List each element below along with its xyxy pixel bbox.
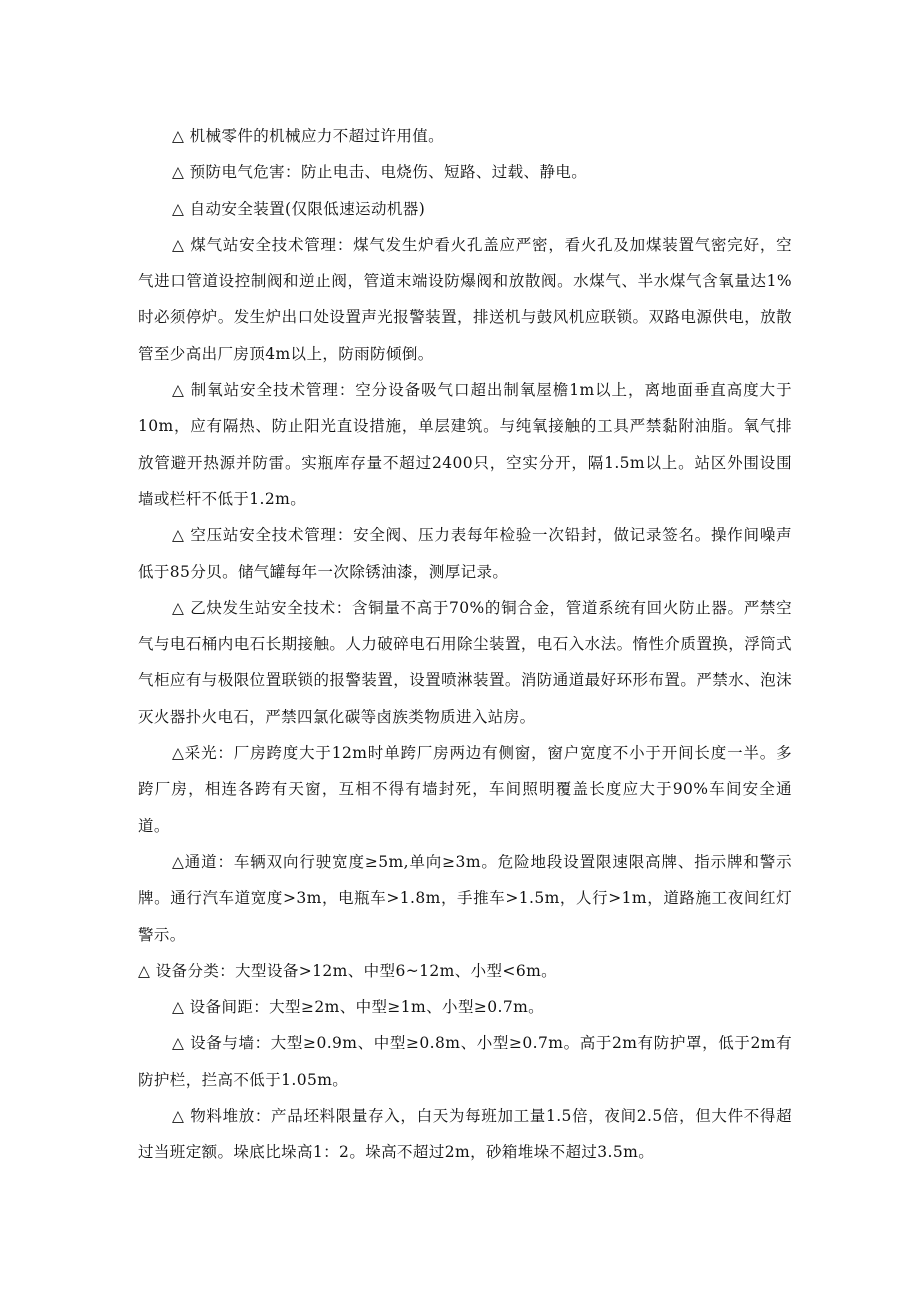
paragraph-acetylene-station: △ 乙炔发生站安全技术：含铜量不高于70%的铜合金，管道系统有回火防止器。严禁空气与电石桶内电石长期接触。人力破碎电石用除尘装置，电石入水法。惰性介质置换，浮筒式气柜应有与极限位置联锁的报警装置，设置喷淋装置。消防通道最好环形布置。严禁水、泡沫灭火器扑火电石，严禁四氯化碳等卤族类物质进入站房。 bbox=[138, 598, 792, 726]
paragraph-equipment-class: △ 设备分类：大型设备>12m、中型6~12m、小型<6m。 bbox=[138, 961, 558, 980]
paragraph-equipment-spacing: △ 设备间距：大型≥2m、中型≥1m、小型≥0.7m。 bbox=[172, 998, 545, 1017]
paragraph-auto-safety-device: △ 自动安全装置(仅限低速运动机器) bbox=[172, 199, 426, 218]
paragraph-mechanical-stress: △ 机械零件的机械应力不超过许用值。 bbox=[172, 127, 445, 145]
paragraph-air-compressor-station: △ 空压站安全技术管理：安全阀、压力表每年检验一次铅封，做记录签名。操作间噪声低于85分贝。储气罐每年一次除锈油漆，测厚记录。 bbox=[138, 526, 792, 581]
paragraph-electrical-hazard: △ 预防电气危害：防止电击、电烧伤、短路、过载、静电。 bbox=[172, 163, 588, 182]
paragraph-gas-station: △ 煤气站安全技术管理：煤气发生炉看火孔盖应严密，看火孔及加煤装置气密完好，空气进口管道设控制阀和逆止阀，管道末端设防爆阀和放散阀。水煤气、半水煤气含氧量达1%时必须停炉。发生炉出口处设置声光报警装置，排送机与鼓风机应联锁。双路电源供电，放散管至少高出厂房顶4m以上，防雨防倾倒。 bbox=[138, 235, 792, 363]
paragraph-equipment-wall: △ 设备与墙：大型≥0.9m、中型≥0.8m、小型≥0.7m。高于2m有防护罩，低于2m有防护栏，拦高不低于1.05m。 bbox=[138, 1034, 792, 1089]
paragraph-lighting: △采光：厂房跨度大于12m时单跨厂房两边有侧窗，窗户宽度不小于开间长度一半。多跨厂房，相连各跨有天窗，互相不得有墙封死，车间照明覆盖长度应大于90%车间安全通道。 bbox=[138, 744, 792, 835]
paragraph-passage: △通道：车辆双向行驶宽度≥5m,单向≥3m。危险地段设置限速限高牌、指示牌和警示牌。通行汽车道宽度>3m，电瓶车>1.8m，手推车>1.5m，人行>1m，道路施工夜间红灯警示。 bbox=[138, 852, 792, 944]
paragraph-oxygen-station: △ 制氧站安全技术管理：空分设备吸气口超出制氧屋檐1m以上，离地面垂直高度大于10m，应有隔热、防止阳光直设措施，单层建筑。与纯氧接触的工具严禁黏附油脂。氧气排放管避开热源并防雷。实瓶库存量不超过2400只，空实分开，隔1.5m以上。站区外围设围墙或栏杆不低于1.2m。 bbox=[138, 381, 792, 508]
paragraph-material-stacking: △ 物料堆放：产品坯料限量存入，白天为每班加工量1.5倍，夜间2.5倍，但大件不得超过当班定额。垛底比垛高1：2。垛高不超过2m，砂箱堆垛不超过3.5m。 bbox=[138, 1107, 792, 1162]
